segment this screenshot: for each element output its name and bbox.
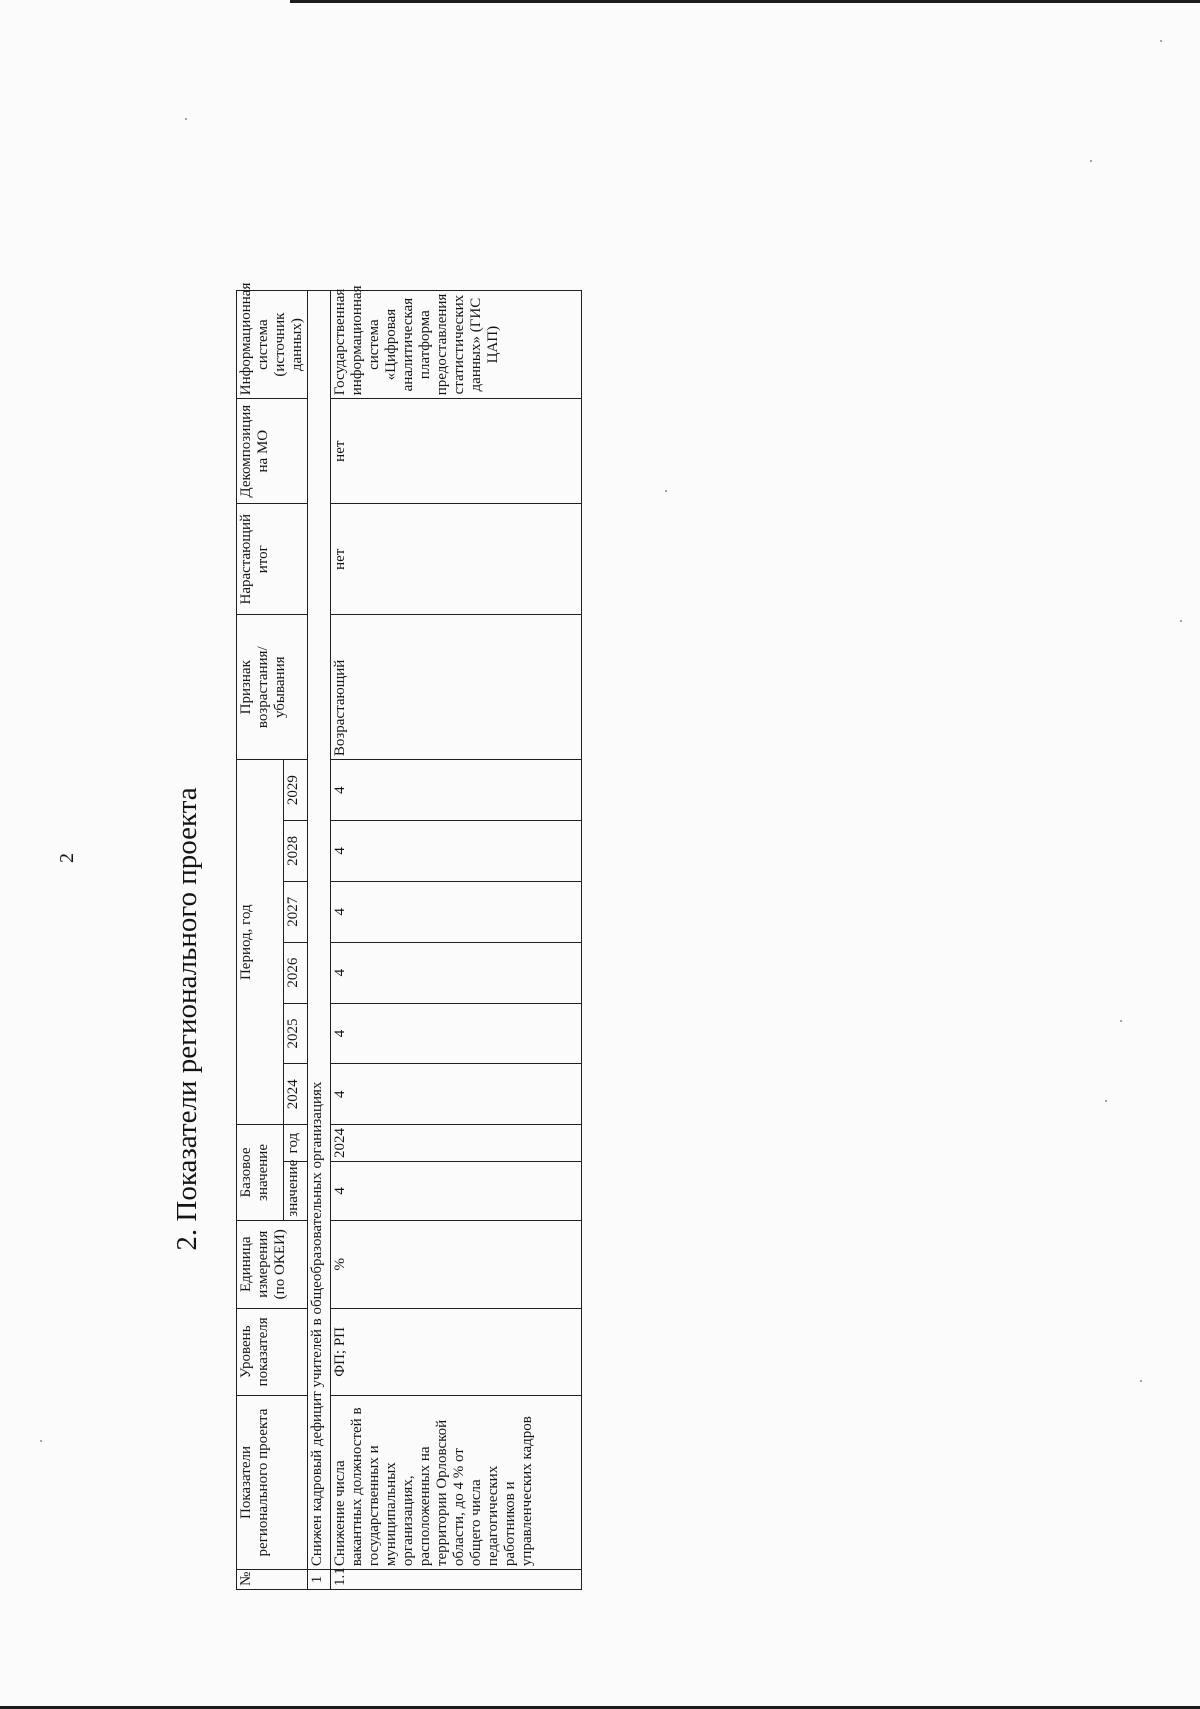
row-info-system: Государственная информационная система «Цифровая аналитическая платформа предоставления статистических данных» (ГИС ЦАП) [331, 291, 582, 399]
scan-speck [185, 118, 187, 120]
scan-speck [1090, 160, 1092, 162]
section-num: 1 [308, 1570, 331, 1590]
header-year: 2028 [283, 821, 307, 882]
header-cumulative: Нарастающий итог [237, 504, 308, 615]
row-year-value: 4 [331, 760, 582, 821]
row-base-value: 4 [331, 1161, 582, 1220]
section-title: Снижен кадровый дефицит учителей в общеобразовательных организациях [308, 291, 331, 1570]
header-unit: Единица измерения (по ОКЕИ) [237, 1220, 308, 1308]
row-unit: % [331, 1220, 582, 1308]
page-title: 2. Показатели регионального проекта [171, 787, 203, 1251]
header-period: Период, год [237, 760, 284, 1125]
section-row [308, 291, 331, 1590]
header-base: Базовое значение [237, 1125, 284, 1220]
header-year: 2026 [283, 942, 307, 1003]
indicators-table [236, 282, 582, 1590]
row-trend: Возрастающий [331, 615, 582, 760]
scan-speck [1160, 40, 1162, 42]
row-cumulative: нет [331, 504, 582, 615]
row-year-value: 4 [331, 821, 582, 882]
header-decomposition: Декомпозиция на МО [237, 399, 308, 504]
header-level: Уровень показателя [237, 1308, 308, 1395]
header-year: 2029 [283, 760, 307, 821]
row-name: Снижение числа вакантных должностей в государственных и муниципальных организациях, расположенных на территории Орловской области, до 4 % от общего числа педагогических работников и управленческих кадров [331, 1395, 582, 1569]
header-row-1 [237, 291, 284, 1590]
header-base-value: значение [283, 1161, 307, 1220]
row-decomposition: нет [331, 399, 582, 504]
row-base-year: 2024 [331, 1125, 582, 1162]
row-year-value: 4 [331, 942, 582, 1003]
rotated-content [0, 282, 1200, 1709]
row-year-value: 4 [331, 1003, 582, 1064]
row-year-value: 4 [331, 881, 582, 942]
header-name: Показатели регионального проекта [237, 1395, 308, 1569]
table-row [331, 291, 582, 1590]
row-year-value: 4 [331, 1064, 582, 1125]
header-year: 2025 [283, 1003, 307, 1064]
scan-edge-top [290, 0, 1200, 3]
header-year: 2024 [283, 1064, 307, 1125]
page-number: 2 [56, 853, 78, 863]
row-level: ФП; РП [331, 1308, 582, 1395]
row-num: 1.1 [331, 1570, 582, 1590]
header-base-year: год [283, 1125, 307, 1162]
header-trend: Признак возрастания/ убывания [237, 615, 308, 760]
header-year: 2027 [283, 881, 307, 942]
header-info-system: Информационная система (источник данных) [237, 291, 308, 399]
header-num: № [237, 1570, 308, 1590]
